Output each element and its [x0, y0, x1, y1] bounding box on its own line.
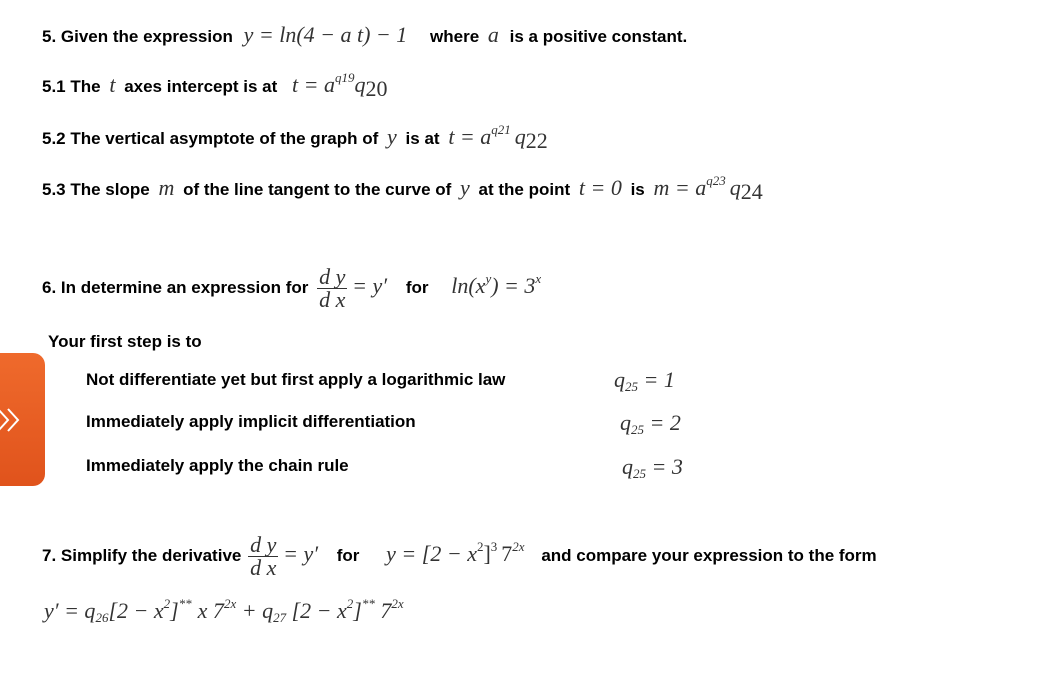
- q6-option-3-val: = 3: [646, 454, 683, 479]
- q6-option-1-q-sub: 25: [625, 379, 638, 394]
- q6-expr-pre: ln(x: [451, 272, 486, 298]
- q6-option-3-label: Immediately apply the chain rule: [86, 456, 349, 475]
- q5-p2-exp: q21: [491, 122, 511, 137]
- q5-p2-tail: q: [514, 124, 526, 149]
- q5-p1-tail: q: [354, 72, 366, 97]
- q5-part2: [42, 122, 548, 153]
- q5-intro: 5. Given the expression: [42, 27, 233, 46]
- q5-part1: [42, 70, 388, 101]
- q6-option-1-q: q: [614, 367, 625, 392]
- q5-p1-label: 5.1 The: [42, 77, 101, 96]
- q5-p3-text3: at the point: [478, 180, 571, 199]
- q6-expr-sup: y: [485, 270, 492, 286]
- q7-statement: [42, 534, 877, 579]
- side-expand-tab[interactable]: [0, 353, 45, 486]
- q6-option-1-label: Not differentiate yet but first apply a logarithmic law: [86, 370, 506, 389]
- q7-form-4: + q: [236, 598, 274, 623]
- q6-option-2-q-sub: 25: [631, 422, 644, 437]
- q7-frac-num: d y: [250, 532, 277, 557]
- q5-p3-exp: q23: [706, 173, 726, 188]
- q7-form-5-close: ]: [353, 598, 362, 623]
- q5-p3-tail-sub: 24: [740, 179, 763, 204]
- q7-form-3: x 7: [197, 598, 224, 623]
- q5-statement: [42, 22, 687, 48]
- q6-expr-mid: ) = 3: [491, 272, 536, 298]
- q7-expr-a-tail: 7: [501, 540, 513, 566]
- q5-p1-t: t: [109, 72, 116, 97]
- q6-eq: = y′: [352, 272, 388, 298]
- q5-expression: y = ln(4 − a t) − 1: [243, 22, 408, 47]
- q7-form-2-pow: **: [178, 596, 192, 611]
- q5-p3-tail: q: [729, 175, 741, 200]
- q7-form-1-sub: 26: [95, 610, 109, 625]
- q6-expr-sup2: x: [535, 270, 542, 286]
- q7-form-5-pow: **: [361, 596, 375, 611]
- q7-eq: = y′: [283, 540, 319, 566]
- q7-form: [44, 598, 404, 624]
- q5-desc: is a positive constant.: [509, 27, 688, 46]
- q5-p3-m: m: [158, 175, 175, 200]
- q7-compare: and compare your expression to the form: [541, 545, 877, 565]
- q7-expr-a-tail-sup: 2x: [512, 538, 525, 554]
- q5-p3-t0: t = 0: [578, 175, 622, 200]
- q6-for: for: [405, 277, 429, 297]
- q5-p1-tail-sub: 20: [365, 76, 388, 101]
- q5-p3-lhs: m = a: [653, 175, 707, 200]
- q7-frac-den: d x: [250, 555, 277, 580]
- q5-p1-exp: q19: [334, 70, 355, 85]
- q5-p2-is: is at: [405, 129, 440, 148]
- q5-p3-text: 5.3 The slope: [42, 180, 150, 199]
- q6-frac-num: d y: [319, 264, 346, 289]
- q7-form-2-sup: 2: [163, 596, 171, 611]
- q5-p2-tail-sub: 22: [525, 128, 548, 153]
- q5-p2-y: y: [387, 124, 397, 149]
- q6-option-2-val: = 2: [644, 410, 681, 435]
- q6-option-3-q: q: [622, 454, 633, 479]
- q6-option-3-value: [622, 454, 683, 480]
- q6-option-3-q-sub: 25: [633, 466, 646, 481]
- q7-form-2: [2 − x: [108, 598, 164, 623]
- q7-form-3-sup: 2x: [223, 596, 237, 611]
- q6-intro: 6. In determine an expression for: [42, 277, 309, 297]
- q6-frac-den: d x: [319, 287, 346, 312]
- q7-form-6-sup: 2x: [391, 596, 404, 611]
- q5-part3: [42, 173, 763, 204]
- q5-p1-lhs: t = a: [292, 72, 335, 97]
- q7-form-4-sub: 27: [273, 610, 287, 625]
- q7-form-5-sup: 2: [346, 596, 354, 611]
- double-chevron-right-icon: [0, 405, 28, 435]
- q7-derivative-fraction: [248, 534, 278, 579]
- q6-option-2-q: q: [620, 410, 631, 435]
- q7-form-6: 7: [374, 598, 392, 623]
- q5-p2-lhs: t = a: [448, 124, 492, 149]
- q6-first-step: Your first step is to: [48, 332, 202, 351]
- q5-var-a: a: [487, 22, 499, 47]
- q6-option-2-label: Immediately apply implicit differentiation: [86, 412, 416, 431]
- q6-option-1-val: = 1: [638, 367, 675, 392]
- q5-p1-text: axes intercept is at: [124, 77, 278, 96]
- q6-statement: [42, 266, 541, 311]
- q5-p3-y: y: [460, 175, 470, 200]
- q7-form-2-close: ]: [170, 598, 179, 623]
- q6-option-1-value: [614, 367, 675, 393]
- q6-option-2-value: [620, 410, 681, 436]
- q7-intro: 7. Simplify the derivative: [42, 545, 242, 565]
- q7-for: for: [336, 545, 360, 565]
- q5-p3-text2: of the line tangent to the curve of: [183, 180, 452, 199]
- q7-expr-a-close: ]: [483, 540, 491, 566]
- q7-expr-a-pow: 3: [490, 538, 498, 554]
- q7-form-1: y′ = q: [44, 598, 96, 623]
- q7-expr-a: y = [2 − x: [386, 540, 477, 566]
- q5-p2-text: 5.2 The vertical asymptote of the graph of: [42, 129, 379, 148]
- q7-expr-a-sup: 2: [476, 538, 484, 554]
- q5-where: where: [430, 27, 480, 46]
- q6-derivative-fraction: [317, 266, 347, 311]
- q7-form-5: [2 − x: [286, 598, 347, 623]
- q5-p3-is: is: [630, 180, 645, 199]
